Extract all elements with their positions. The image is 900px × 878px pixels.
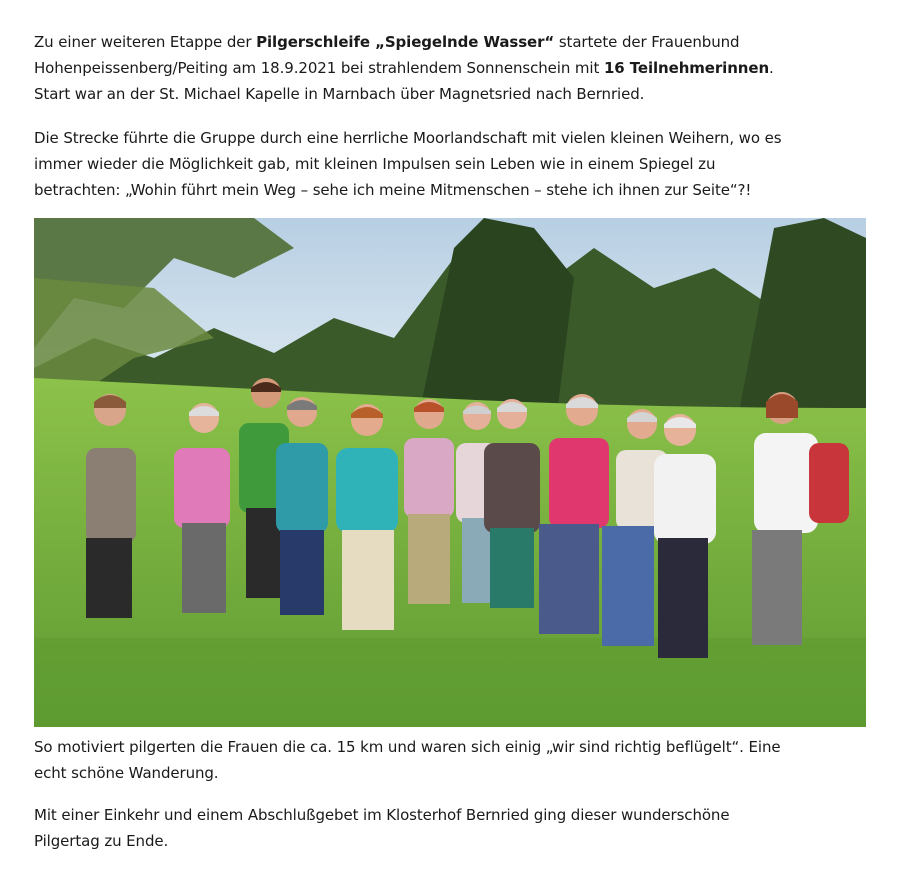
text-run: Zu einer weiteren Etappe der [34,33,257,51]
paragraph-intro-line-3: Start war an der St. Michael Kapelle in Marnbach über Magnetsried nach Bernried. [34,85,645,103]
group-photo [34,218,866,727]
paragraph-intro-line-1 [34,29,874,55]
paragraph-motivation-line-1: So motiviert pilgerten die Frauen die ca. 15 km und waren sich einig „wir sind richtig beflügelt“. Eine [34,738,781,756]
paragraph-closing-line-2: Pilgertag zu Ende. [34,832,169,850]
bold-text-run: 16 Teilnehmerinnen [603,59,770,77]
text-run: startete der Frauenbund [554,33,740,51]
paragraph-motivation-line-2: echt schöne Wanderung. [34,764,219,782]
paragraph-route [34,125,874,203]
paragraph-motivation [34,734,874,786]
group-photo-illustration [34,218,866,727]
text-run: Hohenpeissenberg/Peiting am 18.9.2021 bei strahlendem Sonnenschein mit [34,59,604,77]
bold-text-run: Pilgerschleife „Spiegelnde Wasser“ [256,33,555,51]
text-run: . [769,59,774,77]
paragraph-closing [34,802,874,854]
paragraph-route-line-1: Die Strecke führte die Gruppe durch eine herrliche Moorlandschaft mit vielen kleinen Weihern, wo es [34,129,782,147]
paragraph-closing-line-1: Mit einer Einkehr und einem Abschlußgebet im Klosterhof Bernried ging dieser wunderschöne [34,806,730,824]
paragraph-intro [34,29,874,107]
paragraph-route-line-2: immer wieder die Möglichkeit gab, mit kleinen Impulsen sein Leben wie in einem Spiegel zu [34,155,716,173]
meadow-foreground [34,638,866,727]
paragraph-intro-line-2 [34,55,874,81]
paragraph-route-line-3: betrachten: „Wohin führt mein Weg – sehe ich meine Mitmenschen – stehe ich ihnen zur Seite“?! [34,181,752,199]
